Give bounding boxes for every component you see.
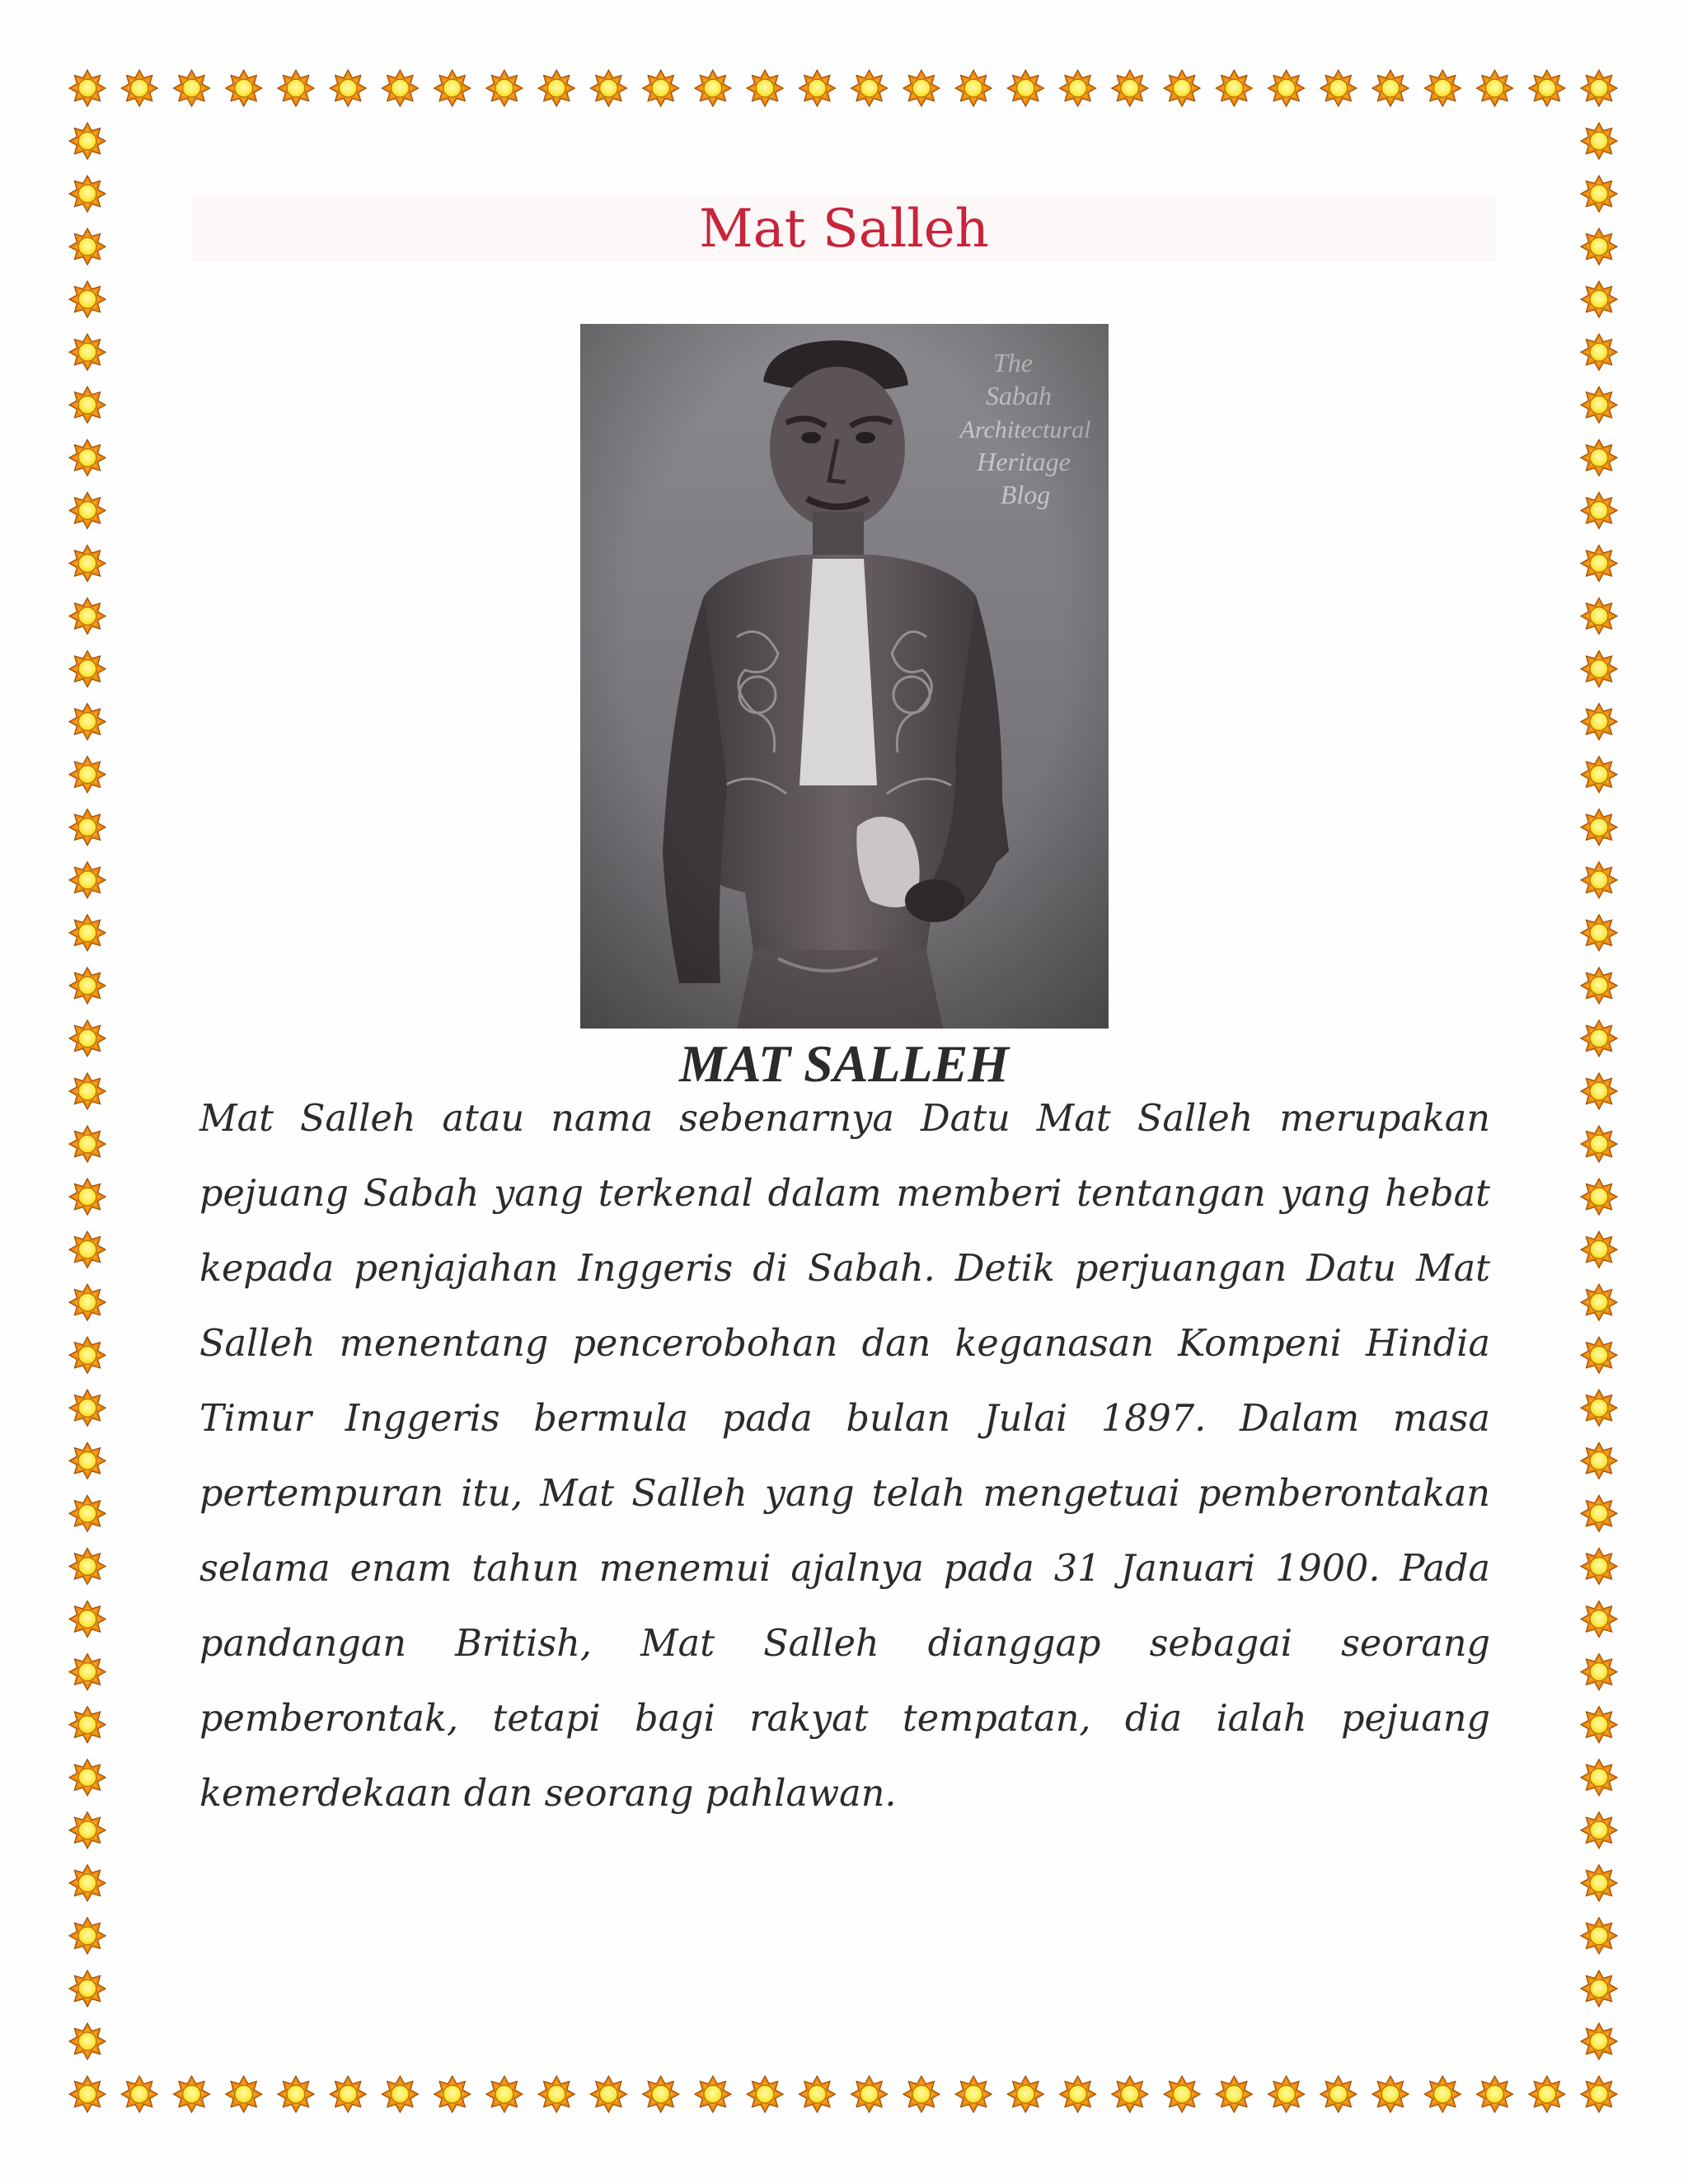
sun-icon xyxy=(1581,387,1617,423)
sun-icon xyxy=(1581,757,1617,793)
sun-icon xyxy=(955,70,992,106)
sun-icon xyxy=(69,598,106,635)
sun-icon xyxy=(1581,1918,1617,1954)
sun-icon xyxy=(1268,70,1305,106)
sun-icon xyxy=(538,2076,574,2112)
sun-icon xyxy=(695,70,731,106)
sun-icon xyxy=(69,968,106,1004)
sun-icon xyxy=(1581,1654,1617,1690)
sun-icon xyxy=(1060,70,1096,106)
sun-icon xyxy=(799,70,835,106)
sun-icon xyxy=(1581,334,1617,370)
sun-icon xyxy=(69,704,106,740)
sun-icon xyxy=(1581,1971,1617,2007)
sun-icon xyxy=(1581,1760,1617,1796)
sun-icon xyxy=(643,2076,679,2112)
sun-icon xyxy=(1477,2076,1513,2112)
sun-icon xyxy=(851,70,888,106)
sun-icon xyxy=(278,2076,314,2112)
page-title: Mat Salleh xyxy=(699,199,989,260)
sun-icon xyxy=(1581,70,1617,106)
sun-icon xyxy=(1581,968,1617,1004)
sun-icon xyxy=(434,2076,471,2112)
sun-icon xyxy=(69,1971,106,2007)
sun-icon xyxy=(1477,70,1513,106)
sun-icon xyxy=(1320,2076,1357,2112)
sun-icon xyxy=(69,1073,106,1109)
sun-icon xyxy=(69,1865,106,1901)
sun-icon xyxy=(643,70,679,106)
sun-icon xyxy=(1581,1337,1617,1373)
sun-icon xyxy=(69,387,106,423)
sun-icon xyxy=(1581,492,1617,528)
sun-icon xyxy=(69,123,106,159)
sun-icon xyxy=(1581,281,1617,317)
sun-icon xyxy=(538,70,574,106)
sun-icon xyxy=(69,1231,106,1268)
sun-icon xyxy=(434,70,471,106)
sun-icon xyxy=(69,1601,106,1638)
sun-icon xyxy=(1581,1495,1617,1531)
sun-icon xyxy=(1424,2076,1461,2112)
sun-icon xyxy=(1164,2076,1200,2112)
sun-icon xyxy=(1581,915,1617,951)
sun-icon xyxy=(695,2076,731,2112)
sun-icon xyxy=(1581,809,1617,846)
sun-icon xyxy=(1581,1284,1617,1320)
sun-icon xyxy=(69,1495,106,1531)
sun-icon xyxy=(69,2076,106,2112)
sun-icon xyxy=(226,70,262,106)
sun-icon xyxy=(851,2076,888,2112)
sun-icon xyxy=(1216,70,1252,106)
sun-icon xyxy=(382,70,418,106)
sun-icon xyxy=(1581,598,1617,635)
sun-icon xyxy=(1581,1126,1617,1162)
sun-icon xyxy=(747,70,783,106)
sun-icon xyxy=(330,2076,366,2112)
sun-icon xyxy=(1581,1390,1617,1426)
sun-icon xyxy=(382,2076,418,2112)
sun-icon xyxy=(1581,704,1617,740)
sun-icon xyxy=(174,2076,210,2112)
sun-icon xyxy=(69,757,106,793)
sun-icon xyxy=(69,1654,106,1690)
sun-icon xyxy=(330,70,366,106)
sun-icon xyxy=(1581,1179,1617,1215)
sun-icon xyxy=(69,1126,106,1162)
sun-icon xyxy=(1372,2076,1409,2112)
sun-icon xyxy=(69,439,106,476)
sun-icon xyxy=(1581,546,1617,582)
sun-icon xyxy=(1581,1231,1617,1268)
sun-icon xyxy=(69,2023,106,2060)
sun-icon xyxy=(69,1812,106,1849)
sun-icon xyxy=(69,1918,106,1954)
sun-icon xyxy=(69,809,106,846)
sun-icon xyxy=(121,2076,157,2112)
sun-icon xyxy=(69,651,106,687)
sun-icon xyxy=(1581,1707,1617,1743)
sun-icon xyxy=(1581,1442,1617,1479)
sun-icon xyxy=(1581,2076,1617,2112)
sun-icon xyxy=(1320,70,1357,106)
sun-icon xyxy=(69,1020,106,1057)
sun-icon xyxy=(1581,862,1617,898)
sun-icon xyxy=(69,1337,106,1373)
sun-icon xyxy=(747,2076,783,2112)
sun-icon xyxy=(174,70,210,106)
sun-icon xyxy=(1581,1865,1617,1901)
sun-icon xyxy=(1581,123,1617,159)
sun-icon xyxy=(69,1760,106,1796)
sun-icon xyxy=(69,1179,106,1215)
sun-icon xyxy=(69,228,106,265)
sun-icon xyxy=(1581,1020,1617,1057)
sun-icon xyxy=(69,546,106,582)
sun-icon xyxy=(121,70,157,106)
sun-icon xyxy=(1581,1812,1617,1849)
sun-icon xyxy=(1268,2076,1305,2112)
sun-icon xyxy=(1112,2076,1148,2112)
sun-icon xyxy=(1007,70,1043,106)
sun-icon xyxy=(1581,439,1617,476)
sun-icon xyxy=(1060,2076,1096,2112)
sun-icon xyxy=(69,176,106,212)
sun-icon xyxy=(1529,70,1565,106)
sun-icon xyxy=(1164,70,1200,106)
sun-icon xyxy=(903,70,940,106)
sun-icon xyxy=(590,2076,626,2112)
sun-icon xyxy=(69,281,106,317)
sun-icon xyxy=(1216,2076,1252,2112)
sun-icon xyxy=(1581,1601,1617,1638)
sun-icon xyxy=(486,2076,523,2112)
sun-icon xyxy=(69,1390,106,1426)
sun-icon xyxy=(69,1284,106,1320)
sun-icon xyxy=(69,70,106,106)
sun-icon xyxy=(1007,2076,1043,2112)
sun-icon xyxy=(69,1707,106,1743)
sun-icon xyxy=(1581,651,1617,687)
sun-icon xyxy=(69,492,106,528)
sun-icon xyxy=(955,2076,992,2112)
sun-icon xyxy=(278,70,314,106)
sun-icon xyxy=(1581,228,1617,265)
sun-icon xyxy=(1529,2076,1565,2112)
sun-icon xyxy=(1581,176,1617,212)
sun-icon xyxy=(1581,1549,1617,1585)
sun-icon xyxy=(69,1442,106,1479)
sun-icon xyxy=(1112,70,1148,106)
sun-icon xyxy=(69,862,106,898)
sun-icon xyxy=(799,2076,835,2112)
image-caption: MAT SALLEH xyxy=(678,1034,1010,1093)
body-paragraph: Mat Salleh atau nama sebenarnya Datu Mat Salleh merupakan pejuang Sabah yang terkenal dalam memberi tentangan yang hebat kepada penjajahan Inggeris di Sabah. Detik perjuangan Datu Mat Salleh menentang pencerobohan dan keganasan Kompeni Hindia Timur Inggeris bermula pada bulan Julai 1897. Dalam masa pertempuran itu, Mat Salleh yang telah mengetuai pemberontakan selama enam tahun menemui ajalnya pada 31 Januari 1900. Pada pandangan British, Mat Salleh dianggap sebagai seorang pemberontak, tetapi bagi rakyat tempatan, dia ialah pejuang kemerdekaan dan seorang pahlawan. xyxy=(199,1098,1490,1815)
sun-icon xyxy=(69,1549,106,1585)
sun-icon xyxy=(1581,1073,1617,1109)
portrait-image xyxy=(580,324,1109,1029)
sun-icon xyxy=(1372,70,1409,106)
sun-icon xyxy=(590,70,626,106)
sun-icon xyxy=(1581,2023,1617,2060)
sun-icon xyxy=(69,915,106,951)
sun-icon xyxy=(1424,70,1461,106)
sun-icon xyxy=(226,2076,262,2112)
sun-icon xyxy=(486,70,523,106)
sun-icon xyxy=(69,334,106,370)
sun-icon xyxy=(903,2076,940,2112)
